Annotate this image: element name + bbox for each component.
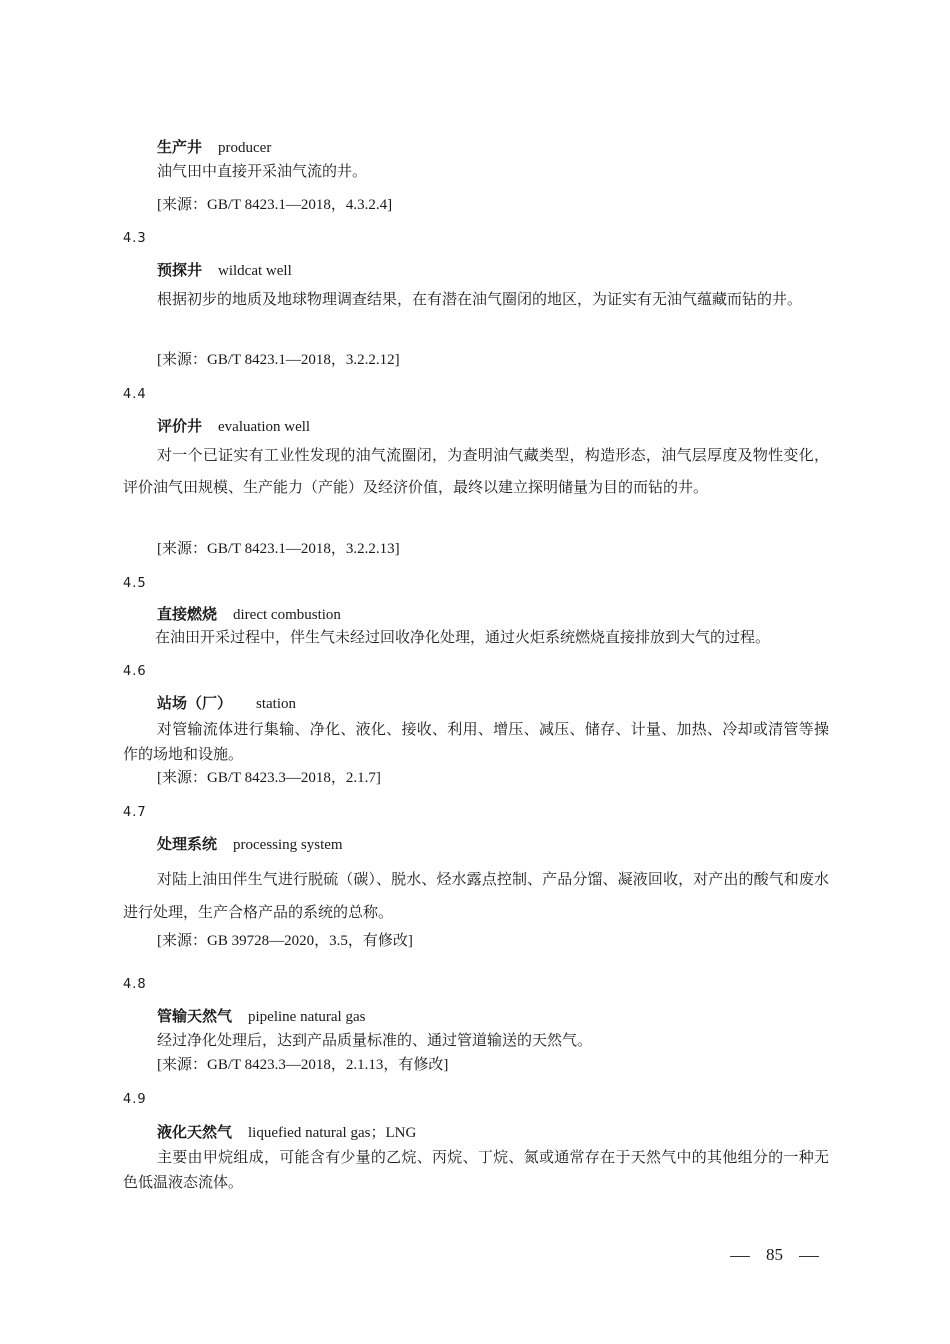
term-zh: 管输天然气 bbox=[157, 1007, 233, 1025]
source-citation: [来源：GB/T 8423.3—2018，2.1.7] bbox=[157, 770, 381, 786]
source-citation: [来源：GB 39728—2020，3.5，有修改] bbox=[157, 933, 413, 949]
term-en: producer bbox=[218, 140, 272, 156]
definition: 对陆上油田伴生气进行脱硫（碳）、脱水、烃水露点控制、产品分馏、凝液回收，对产出的酸气和废水进行处理，生产合格产品的系统的总称。 bbox=[123, 870, 829, 921]
term-en: direct combustion bbox=[233, 607, 341, 623]
term-heading-evaluation-well bbox=[157, 416, 310, 437]
clause-number: 4.7 bbox=[123, 805, 147, 820]
source-citation: [来源：GB/T 8423.1—2018，3.2.2.12] bbox=[157, 352, 400, 368]
definition: 经过净化处理后，达到产品质量标准的、通过管道输送的天然气。 bbox=[157, 1031, 593, 1049]
definition: 对管输流体进行集输、净化、液化、接收、利用、增压、减压、储存、计量、加热、冷却或清管等操作的场地和设施。 bbox=[123, 720, 829, 763]
term-zh: 直接燃烧 bbox=[157, 605, 218, 623]
definition: 根据初步的地质及地球物理调查结果，在有潜在油气圈闭的地区，为证实有无油气蕴藏而钻的井。 bbox=[157, 290, 803, 308]
definition: 对一个已证实有工业性发现的油气流圈闭，为查明油气藏类型，构造形态，油气层厚度及物性变化，评价油气田规模、生产能力（产能）及经济价值，最终以建立探明储量为目的而钻的井。 bbox=[123, 446, 829, 496]
term-heading-producer bbox=[157, 137, 271, 158]
source-citation: [来源：GB/T 8423.1—2018，3.2.2.13] bbox=[157, 541, 400, 557]
source-citation: [来源：GB/T 8423.3—2018，2.1.13，有修改] bbox=[157, 1057, 449, 1073]
definition: 油气田中直接开采油气流的井。 bbox=[157, 162, 368, 180]
term-zh: 评价井 bbox=[157, 417, 203, 435]
clause-number: 4.4 bbox=[123, 387, 147, 402]
term-en: pipeline natural gas bbox=[248, 1009, 366, 1025]
term-heading-wildcat-well bbox=[157, 260, 292, 281]
page-footer bbox=[730, 1245, 830, 1269]
clause-number: 4.8 bbox=[123, 977, 147, 992]
term-heading-processing-system bbox=[157, 834, 343, 855]
term-heading-pipeline-natural-gas bbox=[157, 1006, 365, 1027]
term-heading-lng bbox=[157, 1122, 416, 1143]
definition: 主要由甲烷组成，可能含有少量的乙烷、丙烷、丁烷、氮或通常存在于天然气中的其他组分的一种无色低温液态流体。 bbox=[123, 1148, 829, 1191]
clause-number: 4.5 bbox=[123, 576, 147, 591]
page-number: 85 bbox=[766, 1245, 783, 1264]
footer-dash-right bbox=[799, 1256, 819, 1257]
term-zh: 生产井 bbox=[157, 138, 203, 156]
term-en: evaluation well bbox=[218, 419, 311, 435]
clause-number: 4.3 bbox=[123, 231, 147, 246]
term-zh: 液化天然气 bbox=[157, 1123, 233, 1141]
term-en: station bbox=[256, 696, 297, 712]
term-zh: 站场（厂） bbox=[157, 694, 233, 712]
source-citation: [来源：GB/T 8423.1—2018，4.3.2.4] bbox=[157, 197, 393, 213]
term-heading-station bbox=[157, 693, 296, 714]
term-zh: 处理系统 bbox=[157, 835, 218, 853]
term-heading-direct-combustion bbox=[157, 604, 341, 625]
footer-dash-left bbox=[730, 1256, 750, 1257]
clause-number: 4.9 bbox=[123, 1092, 147, 1107]
term-en: processing system bbox=[233, 837, 343, 853]
term-en: wildcat well bbox=[218, 263, 292, 279]
term-zh: 预探井 bbox=[157, 261, 203, 279]
term-en: liquefied natural gas；LNG bbox=[248, 1125, 417, 1141]
definition: 在油田开采过程中，伴生气未经过回收净化处理，通过火炬系统燃烧直接排放到大气的过程。 bbox=[155, 628, 771, 646]
clause-number: 4.6 bbox=[123, 664, 147, 679]
